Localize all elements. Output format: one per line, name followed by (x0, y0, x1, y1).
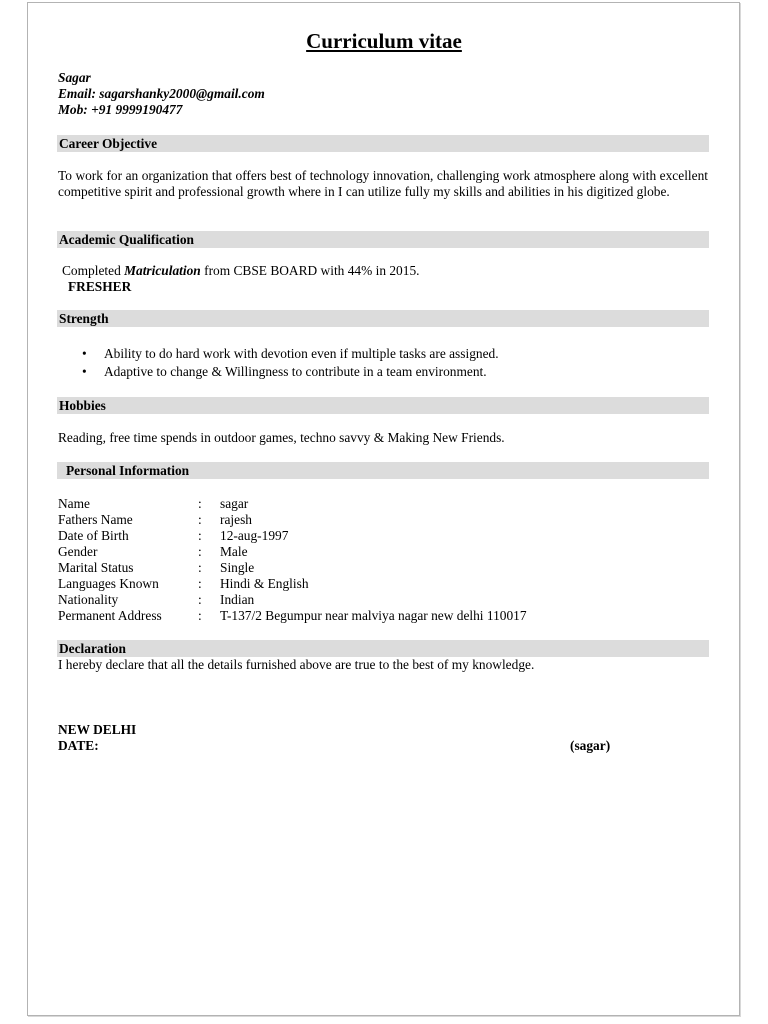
pi-separator: : (198, 528, 202, 543)
list-item (58, 345, 708, 363)
pi-value: rajesh (220, 512, 252, 527)
pi-separator: : (198, 576, 202, 591)
pi-separator: : (198, 592, 202, 607)
academic-emphasis: Matriculation (124, 263, 201, 278)
bullet-icon: • (82, 346, 87, 361)
section-heading: Career Objective (59, 136, 158, 151)
section-heading: Strength (59, 311, 109, 326)
pi-value: 12-aug-1997 (220, 528, 289, 543)
contact-email: Email: sagarshanky2000@gmail.com (58, 86, 265, 101)
pi-label: Gender (58, 544, 98, 559)
section-declaration (57, 640, 709, 657)
section-heading: Personal Information (66, 463, 190, 478)
pi-value: Hindi & English (220, 576, 309, 591)
contact-name: Sagar (58, 70, 91, 85)
hobbies-text: Reading, free time spends in outdoor games, techno savvy & Making New Friends. (58, 430, 505, 445)
section-heading: Declaration (59, 641, 126, 656)
footer-date-label: DATE: (58, 738, 99, 753)
pi-separator: : (198, 544, 202, 559)
strength-item-text: Adaptive to change & Willingness to contribute in a team environment. (104, 364, 487, 379)
academic-status: FRESHER (68, 279, 132, 294)
pi-label: Date of Birth (58, 528, 129, 543)
pi-value: Indian (220, 592, 255, 607)
career-objective-text: To work for an organization that offers best of technology innovation, challenging work atmosphere along with excellent competitive spirit and professional growth where in I can utilize fully my skills and abilities in his digitized globe. (58, 168, 708, 199)
strength-item-text: Ability to do hard work with devotion even if multiple tasks are assigned. (104, 346, 499, 361)
pi-separator: : (198, 560, 202, 575)
pi-label: Name (58, 496, 90, 511)
bullet-icon: • (82, 364, 87, 379)
signature: (sagar) (570, 738, 611, 753)
section-heading: Hobbies (59, 398, 106, 413)
pi-value: sagar (220, 496, 249, 511)
pi-value: Single (220, 560, 255, 575)
academic-prefix: Completed (62, 263, 125, 278)
pi-label: Fathers Name (58, 512, 133, 527)
pi-separator: : (198, 496, 202, 511)
pi-label: Marital Status (58, 560, 134, 575)
strength-list (58, 345, 708, 381)
pi-value: Male (220, 544, 248, 559)
contact-mobile: Mob: +91 9999190477 (58, 102, 183, 117)
pi-separator: : (198, 608, 202, 623)
section-hobbies (57, 397, 709, 414)
pi-label: Permanent Address (58, 608, 162, 623)
pi-value: T-137/2 Begumpur near malviya nagar new delhi 110017 (220, 608, 527, 623)
document-title: Curriculum vitae (306, 29, 462, 53)
pi-label: Languages Known (58, 576, 159, 591)
list-item (58, 363, 708, 381)
academic-suffix: from CBSE BOARD with 44% in 2015. (200, 263, 420, 278)
section-academic-qualification (57, 231, 709, 248)
section-personal-information (57, 462, 709, 479)
pi-separator: : (198, 512, 202, 527)
page-border (27, 2, 740, 1016)
footer-place: NEW DELHI (58, 722, 137, 737)
academic-line (62, 263, 420, 279)
section-career-objective (57, 135, 709, 152)
section-strength (57, 310, 709, 327)
declaration-text: I hereby declare that all the details furnished above are true to the best of my knowledge. (58, 657, 535, 672)
pi-label: Nationality (58, 592, 119, 607)
section-heading: Academic Qualification (59, 232, 195, 247)
